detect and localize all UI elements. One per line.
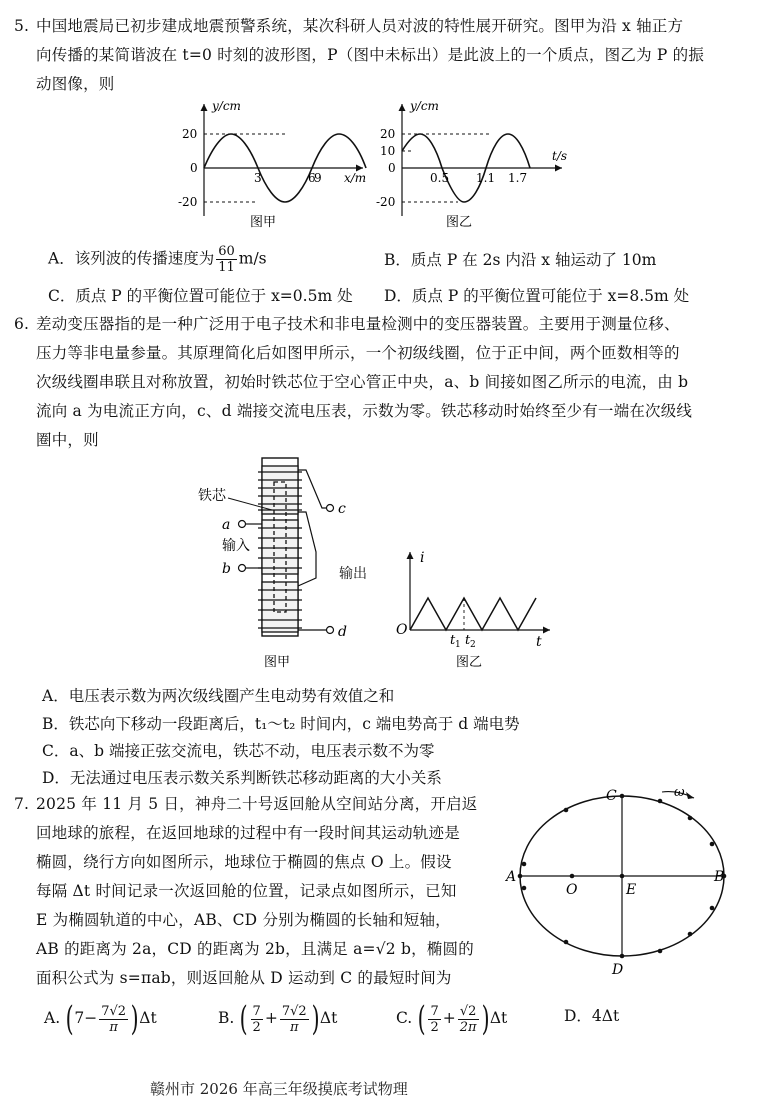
q7-option-c-den2: 2π [459, 1019, 477, 1035]
q6-yi-t1: t [450, 633, 456, 648]
q6-number: 6. [14, 315, 30, 333]
q5-option-c: C．质点 P 的平衡位置可能位于 x=0.5m 处 [48, 287, 353, 305]
q6-yi-origin: O [396, 622, 408, 638]
q7-option-a-den: π [109, 1019, 118, 1035]
q5-wave-graph [168, 96, 368, 236]
q6-label-a: a [222, 517, 231, 533]
q6-yi-t2-sub: 2 [470, 640, 476, 650]
q7-option-a-int: 7 [74, 1009, 85, 1027]
q7-text-line-3: 椭圆，绕行方向如图所示，地球位于椭圆的焦点 O 上。假设 [36, 853, 452, 871]
q7-option-b-num1: 7 [252, 1003, 261, 1019]
q6-output-label: 输出 [339, 566, 367, 582]
q7-label-C: C [606, 788, 617, 804]
q7-option-a-op: − [84, 1009, 98, 1027]
q7-option-c-label: C. [396, 1009, 413, 1027]
q7-option-d: D．4Δt [564, 1007, 620, 1025]
q7-option-a-num: 7√2 [101, 1003, 127, 1019]
q7-option-c-dt: Δt [489, 1009, 508, 1027]
q5-option-a-den: 11 [218, 260, 235, 275]
q5-option-a-num: 60 [218, 244, 235, 259]
q5-jia-xtick-3: 3 [254, 171, 262, 185]
q7-option-c-num1: 7 [430, 1003, 439, 1019]
q7-option-a: A. (7− $\frac{7√2}{\pi}$ )Δt [44, 999, 157, 1039]
q6-yi-t2: t [465, 633, 471, 648]
q7-text-line-7: 面积公式为 s=πab，则返回舱从 D 运动到 C 的最短时间为 [36, 969, 452, 987]
q5-text-line-3: 动图像，则 [36, 75, 115, 93]
q7-option-b: B. ( $\frac{7}{2}$ + $\frac{7√2}{\pi}$ )Δt [218, 999, 338, 1039]
q6-terminal-a [239, 521, 246, 528]
q5-number: 5. [14, 17, 30, 35]
q6-terminal-d [327, 627, 334, 634]
q6-core-label: 铁芯 [198, 488, 226, 504]
q5-jia-xtick-9: 9 [314, 171, 322, 185]
q5-option-b: B．质点 P 在 2s 内沿 x 轴运动了 10m [384, 251, 657, 269]
q5-yi-ylabel: y/cm [410, 99, 439, 113]
q5-jia-ytick-0: 0 [190, 161, 198, 175]
q5-yi-ytick-20: 20 [380, 127, 396, 141]
q6-text-line-4: 流向 a 为电流正方向，c、d 端接交流电压表，示数为零。铁芯移动时始终至少有一端在次级线 [36, 402, 693, 420]
q7-option-c-den1: 2 [430, 1019, 439, 1035]
q5-yi-xtick-0.5: 0.5 [430, 171, 450, 185]
q5-jia-ylabel: y/cm [212, 99, 241, 113]
q7-option-c: C. ( $\frac{7}{2}$ + $\frac{√2}{2\pi}$ )Δt [396, 999, 508, 1039]
q5-yi-xtick-1.1: 1.1 [476, 171, 496, 185]
q5-yi-ytick-0: 0 [388, 161, 396, 175]
q5-jia-ytick-neg20: -20 [178, 195, 198, 209]
q7-orbit-diagram [500, 784, 740, 984]
q7-option-b-label: B. [218, 1009, 235, 1027]
q6-current-graph [390, 546, 560, 672]
q5-option-d: D．质点 P 的平衡位置可能位于 x=8.5m 处 [384, 287, 690, 305]
q6-option-b: B．铁芯向下移动一段距离后，t₁～t₂ 时间内，c 端电势高于 d 端电势 [42, 715, 520, 733]
q7-number: 7. [14, 795, 30, 813]
q5-option-a-fraction [216, 244, 237, 275]
q6-series-wire [298, 512, 316, 586]
q7-text-line-6: AB 的距离为 2a，CD 的距离为 2b，且满足 a=√2 b，椭圆的 [36, 940, 474, 958]
q6-terminal-c [327, 505, 334, 512]
q7-option-c-num2: √2 [458, 1004, 479, 1020]
q6-lower-secondary-coil [258, 582, 302, 632]
q7-option-a-label: A. [44, 1009, 61, 1027]
q7-option-b-den1: 2 [252, 1019, 261, 1035]
q6-primary-coil [258, 520, 302, 574]
q6-text-line-2: 压力等非电量参量。其原理简化后如图甲所示，一个初级线圈，位于正中间，两个匝数相等的 [36, 344, 680, 362]
q5-option-a-unit: m/s [238, 249, 267, 268]
q5-jia-ytick-20: 20 [182, 127, 198, 141]
q7-option-a-dt: Δt [139, 1009, 157, 1027]
q6-option-a: A．电压表示数为两次级线圈产生电动势有效值之和 [42, 687, 395, 705]
q5-yi-xtick-1.7: 1.7 [508, 171, 528, 185]
q6-yi-xlabel: t [536, 634, 542, 650]
q7-option-b-num2: 7√2 [281, 1003, 307, 1019]
q6-yi-ylabel: i [420, 550, 425, 566]
q6-triangle-wave [410, 598, 536, 630]
q6-wire-c [298, 470, 326, 508]
q7-option-c-op: + [442, 1009, 456, 1027]
q6-text-line-1: 差动变压器指的是一种广泛用于电子技术和非电量检测中的变压器装置。主要用于测量位移、 [36, 315, 680, 333]
q7-text-line-2: 回地球的旅程，在返回地球的过程中有一段时间其运动轨迹是 [36, 824, 460, 842]
q6-label-d: d [338, 624, 347, 640]
q7-text-line-5: E 为椭圆轨道的中心，AB、CD 分别为椭圆的长轴和短轴， [36, 911, 451, 929]
q5-yi-ytick-10: 10 [380, 144, 396, 158]
q7-label-A: A [506, 869, 517, 885]
q6-label-b: b [222, 561, 231, 577]
q5-yi-xlabel: t/s [552, 149, 568, 163]
q7-label-D: D [612, 962, 624, 978]
q5-jia-caption: 图甲 [250, 215, 277, 230]
q6-text-line-3: 次级线圈串联且对称放置，初始时铁芯位于空心管正中央，a、b 间接如图乙所示的电流，由 b [36, 373, 689, 391]
q6-upper-secondary-coil [258, 466, 302, 514]
q7-label-B: B [714, 869, 725, 885]
q6-yi-caption: 图乙 [456, 655, 483, 670]
q6-terminal-b [239, 565, 246, 572]
q5-vibration-graph [362, 96, 572, 236]
q5-text-line-1: 中国地震局已初步建成地震预警系统，某次科研人员对波的特性展开研究。图甲为沿 x 轴正方 [36, 17, 684, 35]
q5-option-a-text: A．该列波的传播速度为 [48, 249, 215, 268]
q6-option-d: D．无法通过电压表示数关系判断铁芯移动距离的大小关系 [42, 769, 442, 787]
q7-option-b-op: + [264, 1009, 278, 1027]
q7-label-O: O [566, 882, 578, 898]
q7-option-b-den2: π [289, 1019, 299, 1035]
q5-text-line-2: 向传播的某简谐波在 t=0 时刻的波形图，P（图中未标出）是此波上的一个质点，图乙为 P 的振 [36, 46, 705, 64]
q6-input-label: 输入 [222, 538, 250, 554]
q6-text-line-5: 圈中，则 [36, 431, 99, 449]
q5-jia-xlabel: x/m [344, 171, 367, 185]
q5-yi-caption: 图乙 [446, 215, 473, 230]
q7-text-line-1: 2025 年 11 月 5 日，神舟二十号返回舱从空间站分离，开启返 [36, 795, 478, 813]
q7-label-E: E [626, 882, 637, 898]
q7-text-line-4: 每隔 Δt 时间记录一次返回舱的位置，记录点如图所示，已知 [36, 882, 457, 900]
q7-omega-label: ω [674, 785, 685, 800]
q6-label-c: c [338, 501, 346, 517]
page-footer: 赣州市 2026 年高三年级摸底考试物理 [150, 1080, 408, 1098]
q6-jia-caption: 图甲 [264, 655, 291, 670]
q6-option-c: C．a、b 端接正弦交流电，铁芯不动，电压表示数不为零 [42, 742, 435, 760]
q6-yi-t1-sub: 1 [455, 640, 461, 650]
q7-option-b-dt: Δt [319, 1009, 338, 1027]
q5-jia-xtick-6: 6 [308, 171, 316, 185]
q5-yi-ytick-neg20: -20 [376, 195, 396, 209]
q5-option-a [48, 244, 267, 275]
